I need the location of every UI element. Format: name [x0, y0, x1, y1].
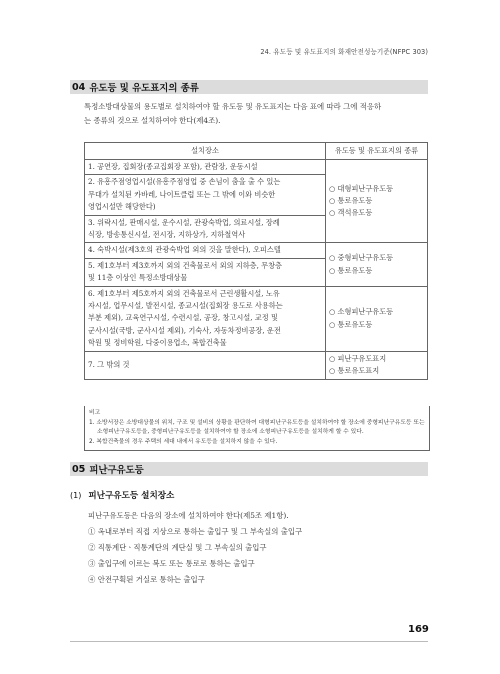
location-cell — [85, 175, 326, 215]
type-cell — [326, 160, 428, 243]
list-item: ④ 안전구획된 거실로 통하는 출입구 — [88, 575, 205, 584]
table-row — [85, 160, 428, 175]
col-header-type: 유도등 및 유도표지의 종류 — [326, 143, 428, 160]
intro-line: 특정소방대상물의 용도별로 설치하여야 할 유도등 및 유도표지는 다음 표에 따라 그에 적응하 — [84, 102, 382, 111]
cell-line: 학원 및 정비학원, 다중이용업소, 복합건축물 — [88, 338, 227, 348]
section-05-heading — [70, 462, 428, 476]
list-item: ① 옥내로부터 직접 지상으로 통하는 출입구 및 그 부속실의 출입구 — [88, 527, 303, 536]
section-title: 유도등 및 유도표지의 종류 — [89, 83, 199, 94]
cell-line: 군사시설(국방, 군사시설 제외), 기숙사, 자동차정비공장, 운전 — [88, 325, 281, 335]
cell-line: 자시설, 업무시설, 발전시설, 종교시설(집회장 용도로 사용하는 — [88, 301, 283, 311]
facility-table — [84, 142, 428, 380]
cell-line: 2. 유흥주점영업시설(유흥주점영업 중 손님이 춤을 출 수 있는 — [88, 177, 281, 187]
note-item: 2. 복합건축물의 경우 주택의 세대 내에서 유도등을 설치하지 않을 수 있다. — [89, 438, 278, 445]
running-head: 24. 유도등 및 유도표지의 화재안전성능기준(NFPC 303) — [260, 48, 428, 56]
cell-line: 7. 그 밖의 것 — [88, 359, 130, 369]
location-cell — [85, 243, 326, 258]
cell-line: 영업시설만 해당한다) — [88, 202, 156, 212]
intro-line: 는 종류의 것으로 설치하여야 한다(제4조). — [84, 116, 221, 125]
location-cell — [85, 286, 326, 351]
type-cell — [326, 351, 428, 379]
cell-line: 5. 제1호부터 제3호까지 외의 건축물로서 외의 지하층, 무창층 — [88, 260, 282, 270]
type-item: ○ 통로유도표지 — [329, 366, 380, 376]
note-item: 1. 소방서장은 소방대상물의 위치, 구조 및 설비의 상황을 판단하여 대형피난구유도등을 설치하여야 할 장소에 중형피난구유도등 또는 소형피난구유도등을, 중형피난구유도등을 설치하여야 할 장소에 소형피난구유도등을 설치하게 할 수 있다. — [89, 419, 425, 436]
type-cell — [326, 286, 428, 351]
section-number: 04 — [72, 81, 86, 93]
type-item: ○ 통로유도등 — [329, 196, 373, 206]
cell-line: 1. 공연장, 집회장(종교집회장 포함), 관람장, 운동시설 — [88, 162, 258, 171]
location-cell — [85, 160, 326, 175]
table-row — [85, 286, 428, 351]
type-cell — [326, 243, 428, 286]
intro-paragraph — [84, 100, 428, 128]
cell-line: 3. 위락시설, 판매시설, 운수시설, 관광숙박업, 의료시설, 장례 — [88, 217, 280, 227]
table-row — [85, 351, 428, 379]
subsection-number: (1) — [70, 491, 82, 500]
type-item: ○ 소형피난구유도등 — [329, 307, 394, 317]
location-cell — [85, 258, 326, 286]
type-item: ○ 대형피난구유도등 — [329, 183, 394, 193]
type-item: ○ 중형피난구유도등 — [329, 253, 394, 263]
table-header-row — [85, 143, 428, 160]
type-item: ○ 피난구유도표지 — [329, 353, 387, 363]
cell-line: 6. 제1호부터 제5호까지 외의 건축물로서 근린생활시설, 노유 — [88, 288, 280, 298]
type-item: ○ 객석유도등 — [329, 208, 373, 218]
notes-box — [84, 406, 430, 451]
list-item: ③ 출입구에 이르는 복도 또는 통로로 통하는 출입구 — [88, 559, 255, 568]
section-number: 05 — [72, 463, 86, 475]
col-header-location: 설치장소 — [85, 143, 326, 160]
page-number: 169 — [408, 624, 429, 635]
cell-line: 무대가 설치된 카바레, 나이트클럽 또는 그 밖에 이와 비슷한 — [88, 189, 276, 199]
section-04-heading — [70, 80, 428, 94]
footer-rule — [70, 641, 428, 642]
location-cell — [85, 215, 326, 243]
type-item: ○ 통로유도등 — [329, 265, 373, 275]
section-title: 피난구유도등 — [89, 465, 144, 476]
cell-line: 및 11층 이상인 특정소방대상물 — [88, 273, 188, 283]
subsection-title: 피난구유도등 설치장소 — [88, 491, 175, 501]
notes-label: 비고 — [89, 410, 101, 416]
cell-line: 부분 제외), 교육연구시설, 수련시설, 공장, 창고시설, 교정 및 — [88, 313, 278, 323]
list-item: ② 직통계단ㆍ직통계단의 계단실 및 그 부속실의 출입구 — [88, 543, 267, 552]
location-cell — [85, 351, 326, 379]
table-row — [85, 243, 428, 258]
cell-line: 4. 숙박시설(제3호의 관광숙박업 외의 것을 말한다), 오피스텔 — [88, 245, 281, 255]
section5-intro: 피난구유도등은 다음의 장소에 설치하여야 한다(제5조 제1항). — [88, 511, 289, 520]
type-item: ○ 통로유도등 — [329, 319, 373, 329]
subsection-heading — [70, 489, 174, 501]
cell-line: 식장, 방송통신시설, 전시장, 지하상가, 지하철역사 — [88, 230, 246, 240]
